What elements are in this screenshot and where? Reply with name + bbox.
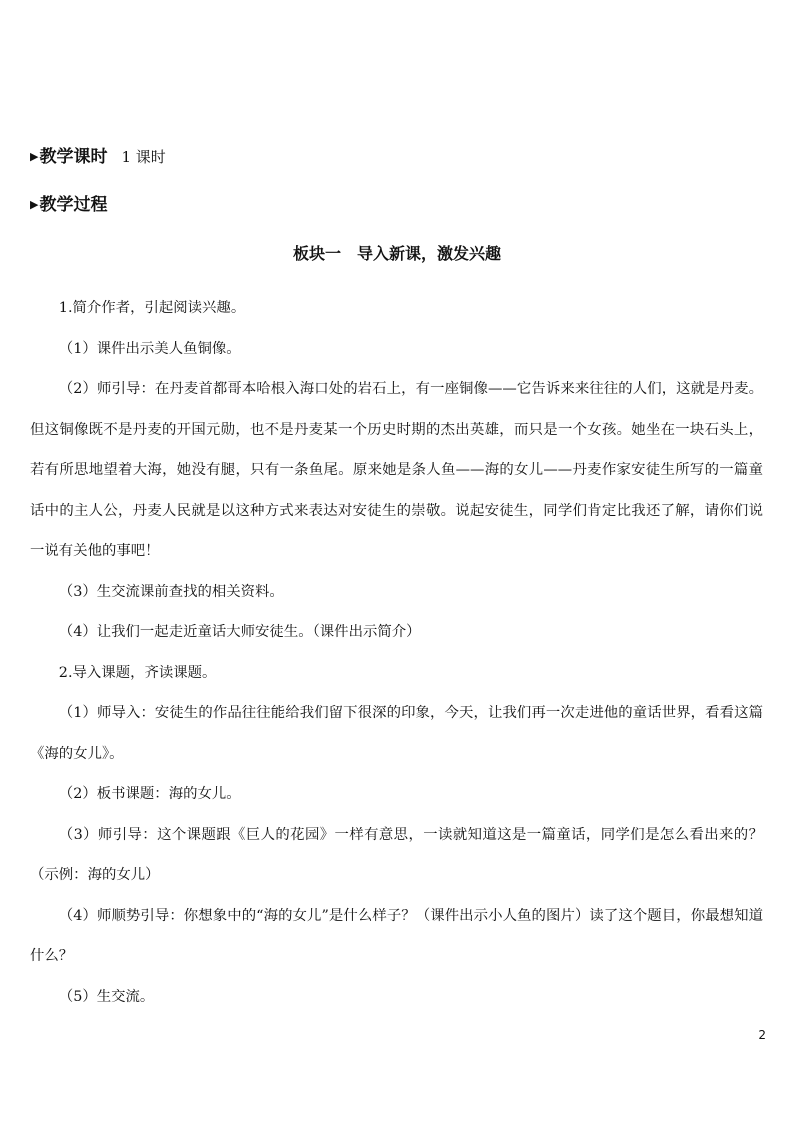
paragraph: 2.导入课题，齐读课题。: [58, 664, 217, 681]
paragraph: （4）让我们一起走近童话大师安徒生。（课件出示简介）: [58, 624, 421, 640]
triangle-bullet-icon: ▶: [30, 198, 39, 211]
teaching-process-heading: [30, 194, 107, 216]
paragraph: 1.简介作者，引起阅读兴趣。: [58, 300, 246, 316]
paragraph: （3）师引导：这个课题跟《巨人的花园》一样有意思，一读就知道这是一篇童话，同学们是怎么看出来的？（示例：海的女儿）: [30, 826, 763, 883]
lesson-body: [30, 288, 763, 1017]
teaching-process-label: 教学过程: [39, 195, 108, 215]
paragraph: （1）课件出示美人鱼铜像。: [58, 340, 241, 357]
paragraph: （2）师引导：在丹麦首都哥本哈根入海口处的岩石上，有一座铜像——它告诉来来往往的人们，这就是丹麦。但这铜像既不是丹麦的开国元勋，也不是丹麦某一个历史时期的杰出英雄，而只是一个女孩。她坐在一块石头上，若有所思地望着大海，她没有腿，只有一条鱼尾。原来她是条人鱼——海的女儿——丹麦作家安徒生所写的一篇童话中的主人公，丹麦人民就是以这种方式来表达对安徒生的崇敬。说起安徒生，同学们肯定比我还了解，请你们说一说有关他的事吧！: [30, 381, 763, 559]
paragraph: （2）板书课题：海的女儿。: [58, 786, 241, 802]
block-title: 板块一 导入新课，激发兴趣: [292, 244, 501, 263]
teaching-hours-value: 1 课时: [121, 148, 166, 166]
paragraph: （1）师导入：安徒生的作品往往能给我们留下很深的印象，今天，让我们再一次走进他的童话世界，看看这篇《海的女儿》。: [30, 705, 763, 762]
teaching-hours-label: 教学课时: [39, 147, 108, 167]
triangle-bullet-icon: ▶: [30, 150, 39, 163]
paragraph: （5）生交流。: [58, 988, 155, 1005]
paragraph: （3）生交流课前查找的相关资料。: [58, 583, 284, 600]
teaching-hours-heading: [30, 146, 166, 168]
paragraph: （4）师顺势引导：你想象中的“海的女儿”是什么样子？（课件出示小人鱼的图片）读了这个题目，你最想知道什么？: [30, 907, 763, 964]
page-number: 2: [758, 1028, 766, 1042]
